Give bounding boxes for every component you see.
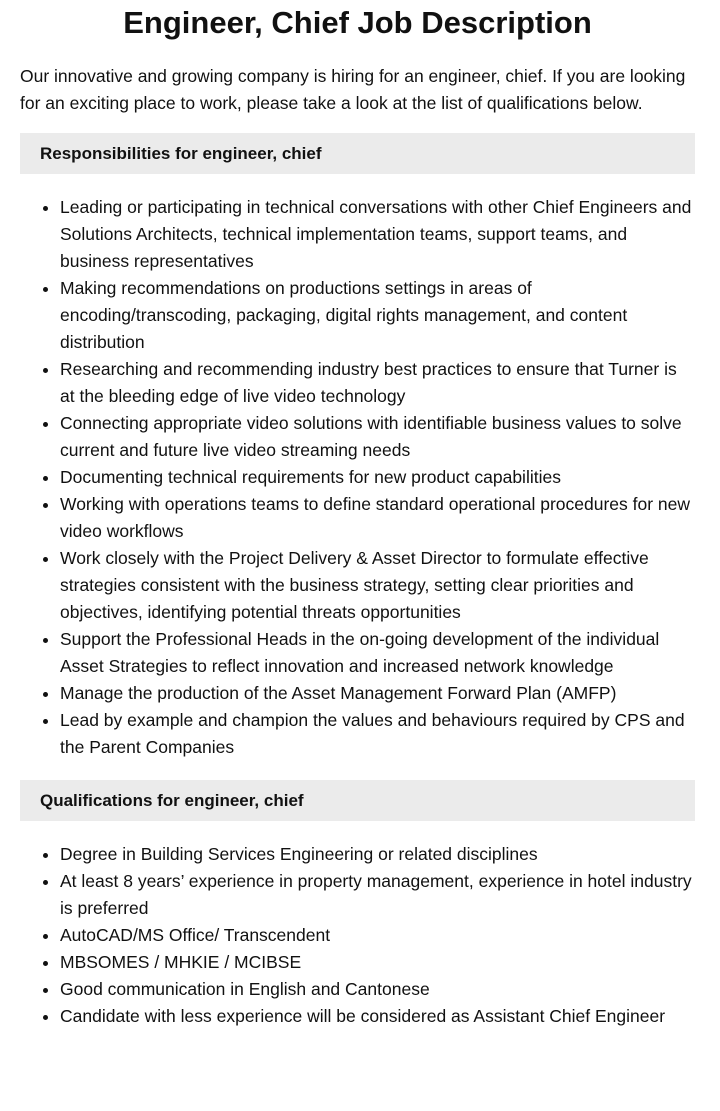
list-item: • Support the Professional Heads in the on-going development of the individual Asset Strategies to reflect innovation and increased network knowledge — [60, 626, 695, 680]
list-item: • Degree in Building Services Engineering or related disciplines — [60, 841, 695, 868]
qualifications-list — [20, 841, 695, 1030]
list-item: • Candidate with less experience will be considered as Assistant Chief Engineer — [60, 1003, 695, 1030]
page-title: Engineer, Chief Job Description — [123, 5, 592, 40]
list-item: • Lead by example and champion the values and behaviours required by CPS and the Parent Companies — [60, 707, 695, 761]
responsibilities-list — [20, 194, 695, 761]
list-item: • AutoCAD/MS Office/ Transcendent — [60, 922, 695, 949]
list-item: • Work closely with the Project Delivery & Asset Director to formulate effective strategies consistent with the business strategy, setting clear priorities and objectives, identifying potential threats opportunities — [60, 545, 695, 626]
intro-paragraph: Our innovative and growing company is hiring for an engineer, chief. If you are looking for an exciting place to work, please take a look at the list of qualifications below. — [20, 66, 686, 113]
list-item: • MBSOMES / MHKIE / MCIBSE — [60, 949, 695, 976]
list-item: • Documenting technical requirements for new product capabilities — [60, 464, 695, 491]
qualifications-heading: Qualifications for engineer, chief — [20, 780, 695, 821]
list-item: • Manage the production of the Asset Management Forward Plan (AMFP) — [60, 680, 695, 707]
list-item: • Connecting appropriate video solutions with identifiable business values to solve current and future live video streaming needs — [60, 410, 695, 464]
list-item: • Researching and recommending industry best practices to ensure that Turner is at the bleeding edge of live video technology — [60, 356, 695, 410]
list-item: • Good communication in English and Cantonese — [60, 976, 695, 1003]
list-item: • Leading or participating in technical conversations with other Chief Engineers and Solutions Architects, technical implementation teams, support teams, and business representatives — [60, 194, 695, 275]
responsibilities-heading: Responsibilities for engineer, chief — [20, 133, 695, 174]
list-item: • At least 8 years’ experience in property management, experience in hotel industry is preferred — [60, 868, 695, 922]
list-item: • Working with operations teams to define standard operational procedures for new video workflows — [60, 491, 695, 545]
list-item: • Making recommendations on productions settings in areas of encoding/transcoding, packaging, digital rights management, and content distribution — [60, 275, 695, 356]
